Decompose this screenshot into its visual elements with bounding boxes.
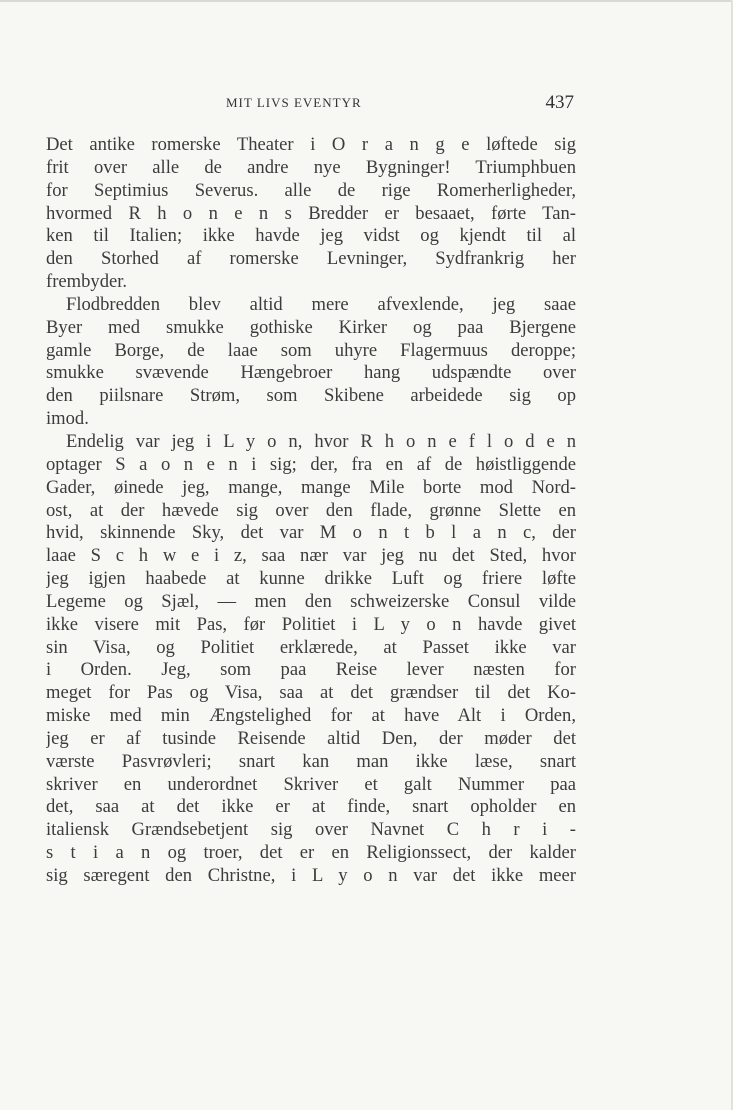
text-line: den Storhed af romerske Levninger, Sydfrankrig her bbox=[46, 248, 576, 270]
text-line: meget for Pas og Visa, saa at det grændser til det Ko- bbox=[46, 682, 576, 704]
text-line: hvormed R h o n e n s Bredder er besaaet, førte Tan- bbox=[46, 202, 576, 224]
text-line: ken til Italien; ikke havde jeg vidst og kjendt til al bbox=[46, 225, 576, 247]
text-line: Byer med smukke gothiske Kirker og paa Bjergene bbox=[46, 316, 576, 338]
text-line: ost, at der hævede sig over den flade, grønne Slette en bbox=[46, 499, 576, 521]
scan-top-edge bbox=[0, 0, 733, 2]
text-line: Gader, øinede jeg, mange, mange Mile borte mod Nord- bbox=[46, 476, 576, 498]
text-line: for Septimius Severus. alle de rige Romerherligheder, bbox=[46, 179, 576, 201]
text-line: miske med min Ængstelighed for at have Alt i Orden, bbox=[46, 705, 576, 727]
body-text bbox=[46, 134, 576, 888]
text-line: gamle Borge, de laae som uhyre Flagermuus deroppe; bbox=[46, 339, 576, 361]
text-line: jeg er af tusinde Reisende altid Den, der møder det bbox=[46, 727, 576, 749]
text-line: sig særegent den Christne, i L y o n var det ikke meer bbox=[46, 865, 576, 886]
text-line: hvid, skinnende Sky, det var M o n t b l a n c, der bbox=[46, 522, 576, 544]
text-line: Flodbredden blev altid mere afvexlende, jeg saae bbox=[66, 293, 576, 315]
text-line: smukke svævende Hængebroer hang udspændte over bbox=[46, 362, 576, 384]
page-header bbox=[46, 92, 576, 122]
text-line: s t i a n og troer, det er en Religionssect, der kalder bbox=[46, 842, 576, 864]
text-line: den piilsnare Strøm, som Skibene arbeidede sig op bbox=[46, 385, 576, 407]
text-line: sin Visa, og Politiet erklærede, at Passet ikke var bbox=[46, 636, 576, 658]
text-line: Legeme og Sjæl, — men den schweizerske Consul vilde bbox=[46, 590, 576, 612]
text-line: skriver en underordnet Skriver et galt Nummer paa bbox=[46, 773, 576, 795]
text-line: laae S c h w e i z, saa nær var jeg nu det Sted, hvor bbox=[46, 545, 576, 567]
text-line: værste Pasvrøvleri; snart kan man ikke læse, snart bbox=[46, 750, 576, 772]
text-line: optager S a o n e n i sig; der, fra en af de høistliggende bbox=[46, 453, 576, 475]
text-line: jeg igjen haabede at kunne drikke Luft og friere løfte bbox=[46, 568, 576, 590]
text-line: det, saa at det ikke er at finde, snart opholder en bbox=[46, 796, 576, 818]
running-title: MIT LIVS EVENTYR bbox=[226, 95, 362, 110]
text-line: ikke visere mit Pas, før Politiet i L y o n havde givet bbox=[46, 613, 576, 635]
page-number: 437 bbox=[545, 92, 574, 113]
text-line: frembyder. bbox=[46, 271, 128, 293]
text-line: imod. bbox=[46, 408, 89, 430]
text-line: Det antike romerske Theater i O r a n g e løftede sig bbox=[46, 134, 576, 155]
text-line: italiensk Grændsebetjent sig over Navnet C h r i - bbox=[46, 819, 576, 841]
text-line: i Orden. Jeg, som paa Reise lever næsten for bbox=[46, 659, 576, 681]
text-line: frit over alle de andre nye Bygninger! Triumphbuen bbox=[46, 156, 576, 178]
text-line: Endelig var jeg i L y o n, hvor R h o n e f l o d e n bbox=[66, 430, 576, 452]
